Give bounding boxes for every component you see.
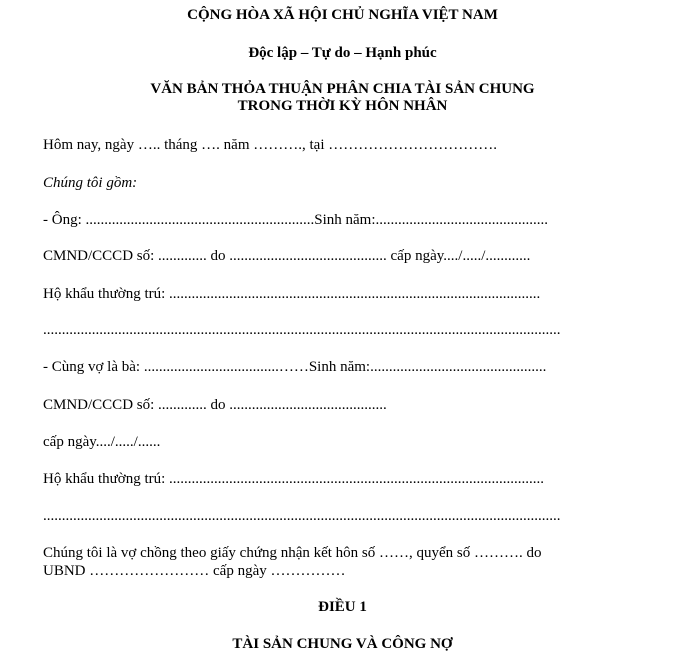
husband-name-line: - Ông: .............................................................Sinh năm:.............................................. — [43, 212, 548, 228]
article-title: TÀI SẢN CHUNG VÀ CÔNG NỢ — [232, 636, 453, 652]
motto: Độc lập – Tự do – Hạnh phúc — [248, 45, 437, 61]
article-number: ĐIỀU 1 — [318, 599, 367, 615]
wife-name-line: - Cùng vợ là bà: ....................................……Sinh năm:............................................... — [43, 359, 547, 375]
wife-residence-line: Hộ khẩu thường trú: .................................................................................................... — [43, 471, 545, 487]
husband-residence-continuation: .......................................................................................................................................... — [43, 322, 561, 338]
marriage-certificate-line-2: UBND …………………… cấp ngày …………… — [43, 563, 346, 579]
wife-residence-continuation: .......................................................................................................................................... — [43, 508, 561, 524]
wife-id-issue-date: cấp ngày..../...../...... — [43, 434, 161, 450]
national-title: CỘNG HÒA XÃ HỘI CHỦ NGHĨA VIỆT NAM — [187, 7, 498, 23]
husband-id-line: CMND/CCCD số: ............. do .......................................... cấp ngày..../...../............ — [43, 248, 531, 264]
document-title-line-2: TRONG THỜI KỲ HÔN NHÂN — [237, 98, 448, 114]
marriage-certificate-line-1: Chúng tôi là vợ chồng theo giấy chứng nhận kết hôn số ……, quyển số ………. do — [43, 545, 542, 561]
document-title-line-1: VĂN BẢN THỎA THUẬN PHÂN CHIA TÀI SẢN CHUNG — [150, 81, 535, 97]
date-place-line: Hôm nay, ngày ….. tháng …. năm ………., tại ……………………………. — [43, 137, 497, 153]
wife-id-line: CMND/CCCD số: ............. do .......................................... — [43, 397, 387, 413]
husband-residence-line: Hộ khẩu thường trú: ................................................................................................... — [43, 286, 541, 302]
parties-heading: Chúng tôi gồm: — [43, 175, 138, 191]
